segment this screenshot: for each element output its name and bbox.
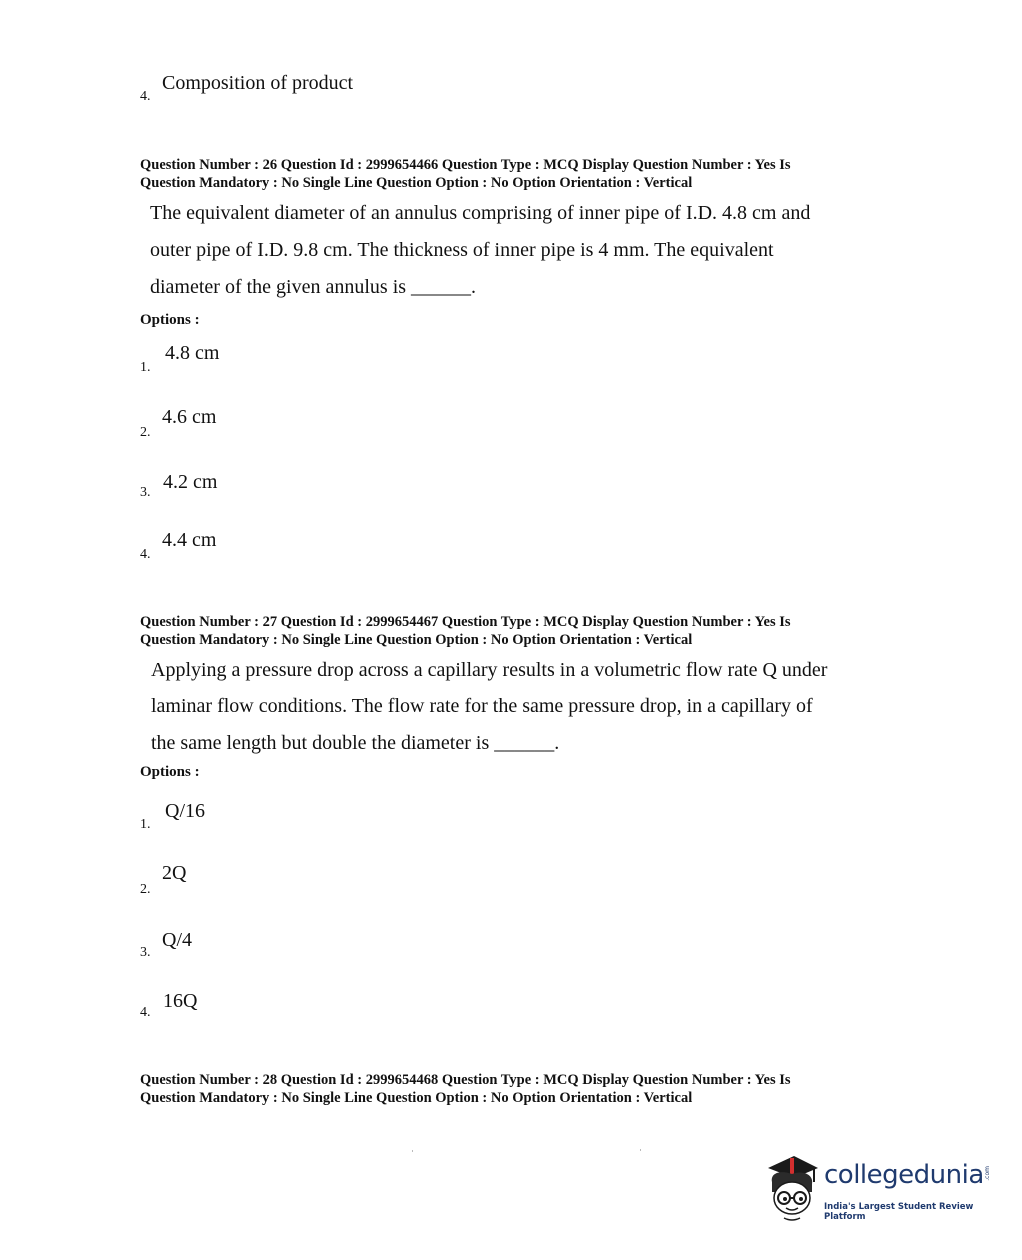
q26-meta-line2: Question Mandatory : No Single Line Question Option : No Option Orientation : Vertical bbox=[140, 175, 693, 191]
q27-meta-line1: Question Number : 27 Question Id : 2999654467 Question Type : MCQ Display Question Number : Yes Is bbox=[140, 614, 791, 630]
q27-meta-line2: Question Mandatory : No Single Line Question Option : No Option Orientation : Vertical bbox=[140, 632, 693, 648]
q27-option-1-text: Q/16 bbox=[165, 800, 205, 822]
logo-wordmark: collegedunia bbox=[824, 1160, 984, 1190]
q27-option-4-num: 4. bbox=[140, 1005, 151, 1020]
q26-option-4-text: 4.4 cm bbox=[162, 529, 217, 551]
q27-text-line2: laminar flow conditions. The flow rate for the same pressure drop, in a capillary of bbox=[151, 695, 813, 717]
prev-option-4-num: 4. bbox=[140, 89, 151, 104]
q26-option-4-num: 4. bbox=[140, 547, 151, 562]
q26-options-label: Options : bbox=[140, 312, 200, 328]
q26-meta-line1: Question Number : 26 Question Id : 2999654466 Question Type : MCQ Display Question Number : Yes Is bbox=[140, 157, 791, 173]
q27-option-3-text: Q/4 bbox=[162, 929, 192, 951]
q26-option-1-num: 1. bbox=[140, 360, 151, 375]
q27-option-2-num: 2. bbox=[140, 882, 151, 897]
q27-options-label: Options : bbox=[140, 764, 200, 780]
q26-option-2-text: 4.6 cm bbox=[162, 406, 217, 428]
q26-option-2-num: 2. bbox=[140, 425, 151, 440]
q26-text-line3: diameter of the given annulus is ______. bbox=[150, 276, 477, 298]
q26-option-1-text: 4.8 cm bbox=[165, 342, 220, 364]
q26-text-line1: The equivalent diameter of an annulus comprising of inner pipe of I.D. 4.8 cm and bbox=[150, 202, 811, 224]
scan-mark bbox=[640, 1149, 641, 1151]
q26-option-3-text: 4.2 cm bbox=[163, 471, 218, 493]
q27-option-2-text: 2Q bbox=[162, 862, 187, 884]
q28-meta bbox=[140, 1071, 791, 1107]
q27-meta bbox=[140, 613, 791, 649]
mascot-icon bbox=[764, 1152, 820, 1224]
q26-option-3-num: 3. bbox=[140, 485, 151, 500]
q26-meta bbox=[140, 156, 791, 192]
q27-text-line3: the same length but double the diameter is ______. bbox=[151, 732, 560, 754]
q27-text-line1: Applying a pressure drop across a capillary results in a volumetric flow rate Q under bbox=[151, 659, 828, 681]
q28-meta-line1: Question Number : 28 Question Id : 2999654468 Question Type : MCQ Display Question Number : Yes Is bbox=[140, 1072, 791, 1088]
prev-option-4-text: Composition of product bbox=[162, 72, 354, 94]
logo-dotcom: .com bbox=[984, 1166, 991, 1181]
q28-meta-line2: Question Mandatory : No Single Line Question Option : No Option Orientation : Vertical bbox=[140, 1090, 693, 1106]
scan-mark bbox=[412, 1150, 413, 1152]
logo-tagline: India's Largest Student Review Platform bbox=[824, 1202, 974, 1222]
collegedunia-logo bbox=[764, 1152, 994, 1224]
q26-text-line2: outer pipe of I.D. 9.8 cm. The thickness of inner pipe is 4 mm. The equivalent bbox=[150, 239, 774, 261]
q27-option-3-num: 3. bbox=[140, 945, 151, 960]
q27-option-4-text: 16Q bbox=[163, 990, 198, 1012]
q27-option-1-num: 1. bbox=[140, 817, 151, 832]
